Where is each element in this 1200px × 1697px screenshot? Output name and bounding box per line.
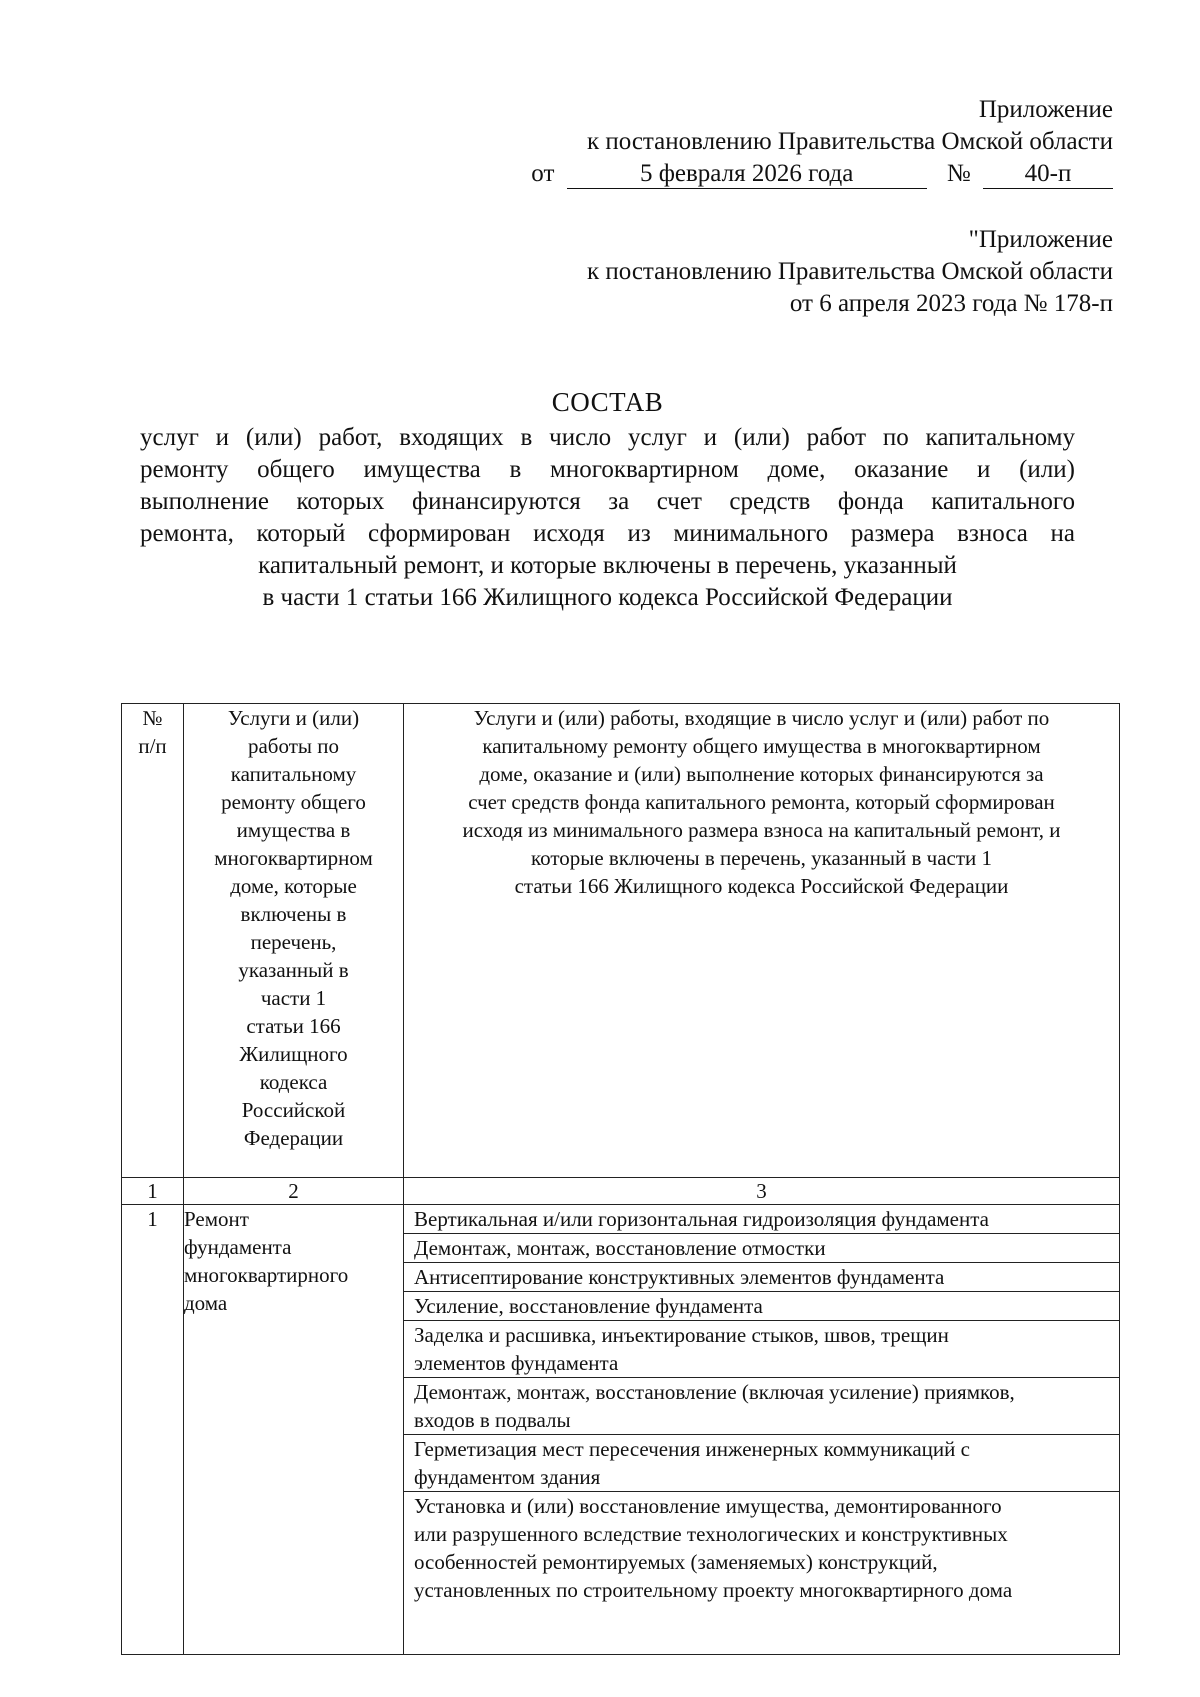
- decree-date: 5 февраля 2026 года: [567, 160, 927, 189]
- annex-decree: к постановлению Правительства Омской области: [586, 128, 1113, 155]
- header-text: работы по: [247, 734, 339, 758]
- work-item: [404, 1435, 1119, 1492]
- header-text: Услуги и (или) работы, входящие в число услуг и (или) работ по: [473, 706, 1050, 730]
- header-text: Российской: [241, 1098, 346, 1122]
- header-text: статьи 166: [246, 1014, 341, 1038]
- table-row: [122, 1205, 1120, 1655]
- work-text: Усиление, восстановление фундамента: [414, 1294, 763, 1318]
- work-text: Демонтаж, монтаж, восстановление отмостки: [414, 1236, 826, 1260]
- decree-number: 40-п: [983, 160, 1113, 189]
- header-text: перечень,: [250, 930, 337, 954]
- header-text: счет средств фонда капитального ремонта, который сформирован: [468, 790, 1055, 814]
- work-text: Вертикальная и/или горизонтальная гидроизоляция фундамента: [414, 1207, 989, 1231]
- service-text: многоквартирного: [184, 1263, 349, 1287]
- header-text: Услуги и (или): [227, 706, 360, 730]
- header-text: Жилищного: [239, 1042, 348, 1066]
- title-line: капитальный ремонт, и которые включены в перечень, указанный: [258, 552, 957, 579]
- annex-header: [531, 94, 1113, 190]
- title-line: ремонту общего имущества в многоквартирном доме, оказание и (или): [140, 456, 1075, 483]
- header-text: указанный в: [238, 958, 349, 982]
- header-text: ремонту общего: [221, 790, 366, 814]
- header-text: исходя из минимального размера взноса на капитальный ремонт, и: [462, 818, 1061, 842]
- header-text: Федерации: [243, 1126, 344, 1150]
- header-text: доме, оказание и (или) выполнение которых финансируются за: [479, 762, 1044, 786]
- ref-annex-date: от 6 апреля 2023 года № 178-п: [789, 290, 1113, 317]
- ref-annex-decree: к постановлению Правительства Омской области: [586, 258, 1113, 285]
- work-text: входов в подвалы: [414, 1408, 571, 1432]
- row-number: 1: [122, 1205, 184, 1655]
- work-item: [404, 1234, 1119, 1263]
- work-item: [404, 1378, 1119, 1435]
- annex-title: Приложение: [978, 96, 1113, 123]
- work-text: Демонтаж, монтаж, восстановление (включая усиление) приямков,: [414, 1380, 1015, 1404]
- row-works: [404, 1205, 1120, 1655]
- service-text: дома: [184, 1291, 228, 1315]
- works-table: [121, 703, 1120, 1655]
- work-item: [404, 1321, 1119, 1378]
- header-text: кодекса: [259, 1070, 328, 1094]
- header-text: статьи 166 Жилищного кодекса Российской Федерации: [514, 874, 1009, 898]
- work-item: [404, 1492, 1119, 1654]
- work-text: Антисептирование конструктивных элементов фундамента: [414, 1265, 945, 1289]
- work-text: установленных по строительному проекту многоквартирного дома: [414, 1578, 1013, 1602]
- date-prefix: от: [531, 160, 555, 187]
- work-text: Герметизация мест пересечения инженерных коммуникаций с: [414, 1437, 970, 1461]
- column-number: 2: [184, 1178, 404, 1205]
- header-text: имущества в: [236, 818, 351, 842]
- row-service: [184, 1205, 404, 1655]
- header-text: доме, которые: [230, 874, 357, 898]
- header-text: п/п: [138, 734, 167, 758]
- title-line: в части 1 статьи 166 Жилищного кодекса Российской Федерации: [262, 584, 953, 611]
- work-item: [404, 1205, 1119, 1234]
- header-text: капитальному: [230, 762, 357, 786]
- header-text: которые включены в перечень, указанный в части 1: [530, 846, 993, 870]
- header-text: многоквартирном: [214, 846, 373, 870]
- header-text: капитальному ремонту общего имущества в многоквартирном: [482, 734, 1041, 758]
- referenced-annex-header: [587, 224, 1113, 320]
- title-line: услуг и (или) работ, входящих в число услуг и (или) работ по капитальному: [140, 424, 1075, 451]
- column-number: 3: [404, 1178, 1120, 1205]
- title-line: выполнение которых финансируются за счет средств фонда капитального: [140, 488, 1075, 515]
- header-col-services: [184, 704, 404, 1178]
- service-text: Ремонт: [184, 1207, 249, 1231]
- work-item: [404, 1292, 1119, 1321]
- title-line: ремонта, который сформирован исходя из минимального размера взноса на: [140, 520, 1075, 547]
- header-col-works: [404, 704, 1120, 1178]
- work-item: [404, 1263, 1119, 1292]
- header-text: включены в: [240, 902, 347, 926]
- service-text: фундамента: [184, 1235, 292, 1259]
- document-heading: СОСТАВ: [551, 387, 664, 417]
- work-text: Заделка и расшивка, инъектирование стыков, швов, трещин: [414, 1323, 949, 1347]
- ref-annex-title: "Приложение: [968, 226, 1113, 253]
- header-text: №: [142, 706, 163, 730]
- column-number: 1: [122, 1178, 184, 1205]
- number-sign: №: [946, 160, 971, 187]
- work-text: элементов фундамента: [414, 1351, 619, 1375]
- work-text: Установка и (или) восстановление имущества, демонтированного: [414, 1494, 1002, 1518]
- header-text: части 1: [260, 986, 327, 1010]
- header-col-number: [122, 704, 184, 1178]
- work-text: особенностей ремонтируемых (заменяемых) конструкций,: [414, 1550, 938, 1574]
- document-title-block: [140, 384, 1075, 614]
- annex-date-line: [531, 158, 1113, 190]
- work-text: фундаментом здания: [414, 1465, 601, 1489]
- column-number-row: [122, 1178, 1120, 1205]
- work-text: или разрушенного вследствие технологических и конструктивных: [414, 1522, 1008, 1546]
- table-header-row: [122, 704, 1120, 1178]
